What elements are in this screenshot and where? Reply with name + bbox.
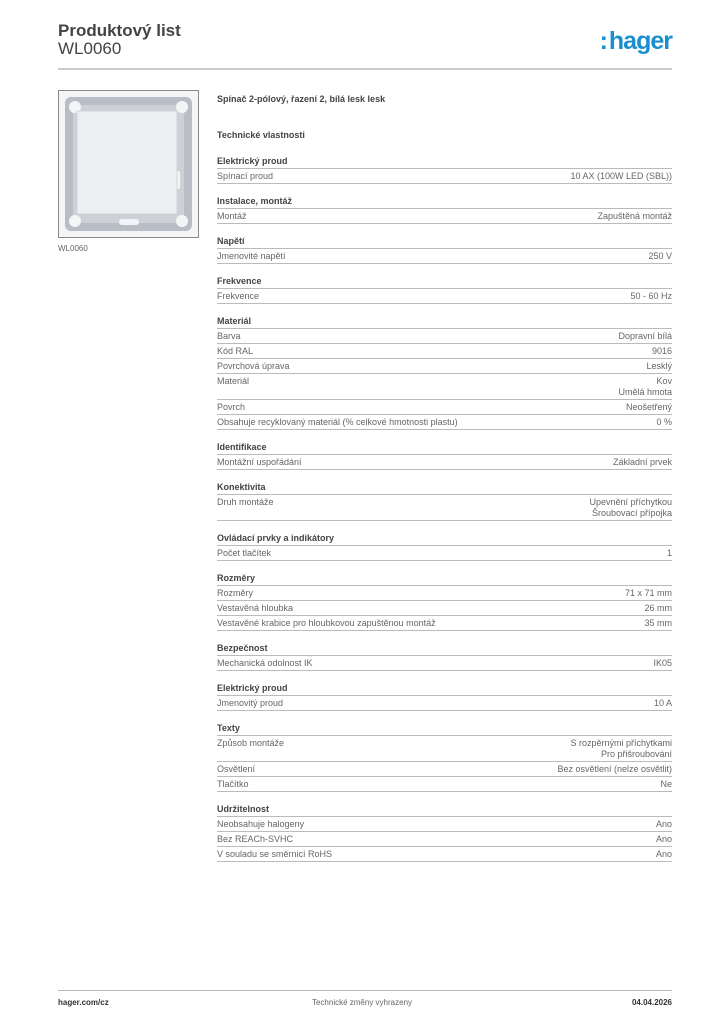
spec-value-line: 50 - 60 Hz xyxy=(630,291,672,301)
spec-value xyxy=(652,346,672,357)
section-title: Konektivita xyxy=(217,480,672,495)
spec-value xyxy=(646,361,672,372)
spec-row xyxy=(217,696,672,711)
spec-value xyxy=(644,603,672,614)
spec-label: Barva xyxy=(217,331,241,341)
spec-row xyxy=(217,209,672,224)
spec-row xyxy=(217,359,672,374)
spec-row xyxy=(217,546,672,561)
spec-value-line: 71 x 71 mm xyxy=(624,588,672,598)
section-title: Rozměry xyxy=(217,571,672,586)
spec-row xyxy=(217,777,672,792)
spec-value xyxy=(656,819,672,830)
spec-value-line: Ne xyxy=(660,779,672,789)
spec-label: Montáž xyxy=(217,211,247,221)
spec-section xyxy=(217,314,672,430)
spec-section xyxy=(217,274,672,304)
spec-row xyxy=(217,762,672,777)
spec-label: Frekvence xyxy=(217,291,260,301)
spec-section xyxy=(217,531,672,561)
spec-label: Druh montáže xyxy=(217,497,274,507)
spec-section xyxy=(217,440,672,470)
switch-image-icon xyxy=(59,91,198,237)
spec-section xyxy=(217,641,672,671)
spec-label: Tlačítko xyxy=(217,779,249,789)
spec-row xyxy=(217,616,672,631)
section-title: Napětí xyxy=(217,234,672,249)
spec-label: Způsob montáže xyxy=(217,738,285,748)
section-title: Bezpečnost xyxy=(217,641,672,656)
spec-label: Osvětlení xyxy=(217,764,256,774)
spec-row xyxy=(217,455,672,470)
spec-label: Počet tlačítek xyxy=(217,548,272,558)
spec-value-line: Neošetřený xyxy=(625,402,672,412)
spec-section xyxy=(217,681,672,711)
spec-row xyxy=(217,374,672,400)
spec-value xyxy=(618,376,672,398)
section-title: Frekvence xyxy=(217,274,672,289)
image-caption: WL0060 xyxy=(58,244,88,253)
spec-value xyxy=(618,331,672,342)
spec-label: Bez REACh-SVHC xyxy=(217,834,294,844)
section-title: Instalace, montáž xyxy=(217,194,672,209)
spec-row xyxy=(217,601,672,616)
spec-value-line: Upevnění příchytkou xyxy=(589,497,672,507)
spec-label: Vestavěné krabice pro hloubkovou zapuštěnou montáž xyxy=(217,618,436,628)
spec-value-line: Dopravní bílá xyxy=(618,331,672,341)
spec-value xyxy=(589,497,672,519)
spec-row xyxy=(217,495,672,521)
spec-value-line: 1 xyxy=(666,548,672,558)
spec-row xyxy=(217,847,672,862)
spec-row xyxy=(217,344,672,359)
spec-row xyxy=(217,329,672,344)
spec-row xyxy=(217,817,672,832)
section-title: Elektrický proud xyxy=(217,154,672,169)
spec-value xyxy=(653,658,672,669)
spec-label: Povrch xyxy=(217,402,246,412)
spec-value-line: IK05 xyxy=(653,658,672,668)
spec-section xyxy=(217,234,672,264)
spec-value xyxy=(667,548,672,559)
spec-value-line: Zapuštěná montáž xyxy=(597,211,672,221)
spec-value xyxy=(630,291,672,302)
spec-value-line: 10 A xyxy=(653,698,672,708)
section-title: Texty xyxy=(217,721,672,736)
section-title: Ovládací prvky a indikátory xyxy=(217,531,672,546)
spec-value-line: 26 mm xyxy=(644,603,672,613)
spec-value xyxy=(648,251,672,262)
spec-label: Mechanická odolnost IK xyxy=(217,658,313,668)
spec-row xyxy=(217,289,672,304)
spec-value-line: 10 AX (100W LED (SBL)) xyxy=(570,171,672,181)
product-image xyxy=(58,90,199,238)
spec-row xyxy=(217,586,672,601)
footer-note: Technické změny vyhrazeny xyxy=(311,998,413,1007)
spec-section xyxy=(217,571,672,631)
spec-row xyxy=(217,656,672,671)
footer-divider xyxy=(58,990,672,991)
spec-value-line: Umělá hmota xyxy=(618,387,672,397)
spec-label: Spínací proud xyxy=(217,171,274,181)
spec-value-line: 250 V xyxy=(648,251,672,261)
section-title: Udržitelnost xyxy=(217,802,672,817)
spec-label: Materiál xyxy=(217,376,250,386)
spec-value xyxy=(625,588,672,599)
spec-value-line: Bez osvětlení (nelze osvětlit) xyxy=(557,764,672,774)
technical-heading: Technické vlastnosti xyxy=(217,130,305,140)
spec-value-line: Ano xyxy=(655,849,672,859)
product-name: Spínač 2-pólový, řazení 2, bílá lesk lesk xyxy=(217,94,386,104)
spec-value-line: Pro přišroubování xyxy=(600,749,672,759)
spec-label: Obsahuje recyklovaný materiál (% celkové hmotnosti plastu) xyxy=(217,417,458,427)
spec-value xyxy=(570,738,672,760)
spec-value xyxy=(654,698,672,709)
footer-date: 04.04.2026 xyxy=(631,998,672,1007)
spec-value-line: Šroubovací přípojka xyxy=(591,508,672,518)
spec-section xyxy=(217,480,672,521)
spec-value xyxy=(570,171,672,182)
product-code: WL0060 xyxy=(58,39,122,58)
spec-value-line: Kov xyxy=(656,376,672,386)
spec-label: Montážní uspořádání xyxy=(217,457,302,467)
spec-value xyxy=(597,211,672,222)
spec-value-line: Ano xyxy=(655,834,672,844)
spec-row xyxy=(217,169,672,184)
spec-label: Neobsahuje halogeny xyxy=(217,819,305,829)
hager-logo: :hager xyxy=(599,27,672,55)
spec-value-line: Lesklý xyxy=(646,361,672,371)
spec-row xyxy=(217,249,672,264)
spec-label: Rozměry xyxy=(217,588,254,598)
header-divider xyxy=(58,68,672,70)
spec-label: Kód RAL xyxy=(217,346,254,356)
spec-value xyxy=(644,618,672,629)
section-title: Materiál xyxy=(217,314,672,329)
spec-value-line: Základní prvek xyxy=(612,457,672,467)
spec-value xyxy=(660,779,672,790)
page-title: Produktový list xyxy=(58,21,181,40)
spec-label: Vestavěná hloubka xyxy=(217,603,294,613)
spec-section xyxy=(217,802,672,862)
spec-row xyxy=(217,736,672,762)
spec-section xyxy=(217,154,672,184)
section-title: Elektrický proud xyxy=(217,681,672,696)
spec-row xyxy=(217,400,672,415)
section-title: Identifikace xyxy=(217,440,672,455)
spec-value-line: 0 % xyxy=(656,417,672,427)
spec-section xyxy=(217,721,672,792)
spec-label: Jmenovité napětí xyxy=(217,251,286,261)
spec-value-line: S rozpěrnými příchytkami xyxy=(570,738,672,748)
spec-value xyxy=(656,834,672,845)
specifications-table xyxy=(217,94,672,862)
spec-label: V souladu se směrnicí RoHS xyxy=(217,849,333,859)
footer-website[interactable]: hager.com/cz xyxy=(58,998,109,1007)
spec-row xyxy=(217,415,672,430)
spec-value xyxy=(557,764,672,775)
spec-value-line: 9016 xyxy=(651,346,672,356)
spec-value xyxy=(656,849,672,860)
spec-value-line: 35 mm xyxy=(644,618,672,628)
spec-label: Jmenovitý proud xyxy=(217,698,284,708)
spec-value xyxy=(613,457,672,468)
spec-value-line: Ano xyxy=(655,819,672,829)
spec-value xyxy=(656,417,672,428)
spec-section xyxy=(217,194,672,224)
spec-value xyxy=(626,402,672,413)
spec-row xyxy=(217,832,672,847)
spec-label: Povrchová úprava xyxy=(217,361,290,371)
